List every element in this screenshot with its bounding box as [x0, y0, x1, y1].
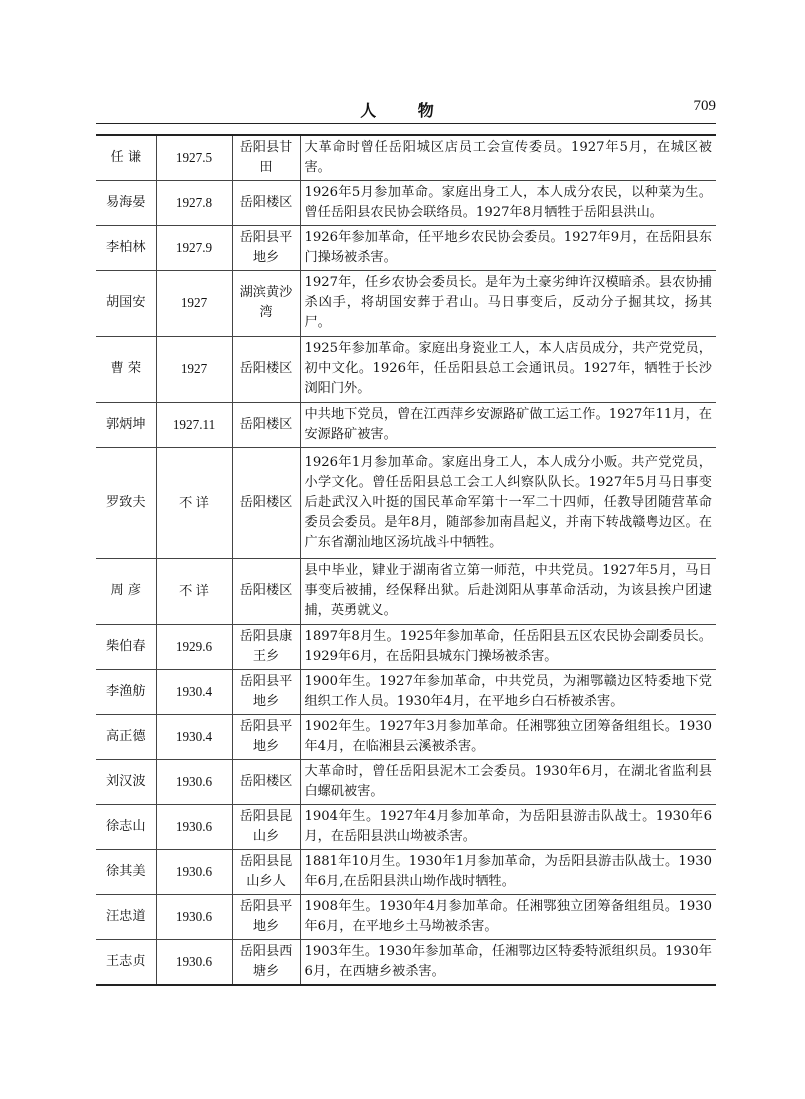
name-cell: 王志贞	[96, 939, 156, 985]
table-row	[96, 669, 716, 714]
table-row	[96, 225, 716, 270]
table-row	[96, 624, 716, 669]
name-cell: 李柏林	[96, 225, 156, 270]
name-cell: 徐其美	[96, 849, 156, 894]
martyr-table	[96, 134, 716, 986]
name-cell: 高正德	[96, 714, 156, 759]
table-row	[96, 759, 716, 804]
table-row	[96, 336, 716, 402]
place-cell: 岳阳县平地乡	[232, 714, 300, 759]
table-row	[96, 180, 716, 225]
name-cell: 李渔舫	[96, 669, 156, 714]
place-cell: 岳阳县西塘乡	[232, 939, 300, 985]
description-cell: 1897年8月生。1925年参加革命，任岳阳县五区农民协会副委员长。1929年6月，在岳阳县城东门操场被杀害。	[300, 624, 716, 669]
name-cell: 汪忠道	[96, 894, 156, 939]
date-cell: 1927.5	[156, 135, 232, 180]
description-cell: 1926年参加革命，任平地乡农民协会委员。1927年9月，在岳阳县东门操场被杀害。	[300, 225, 716, 270]
name-cell: 周 彦	[96, 558, 156, 624]
description-cell: 1927年，任乡农协会委员长。是年为土豪劣绅许汉模暗杀。县农协捕杀凶手，将胡国安葬于君山。马日事变后，反动分子掘其坟，扬其尸。	[300, 270, 716, 336]
name-cell: 曹 荣	[96, 336, 156, 402]
table-row	[96, 270, 716, 336]
date-cell: 1927	[156, 270, 232, 336]
description-cell: 大革命时曾任岳阳城区店员工会宣传委员。1927年5月，在城区被害。	[300, 135, 716, 180]
date-cell: 1930.6	[156, 759, 232, 804]
place-cell: 岳阳县平地乡	[232, 669, 300, 714]
place-cell: 岳阳县昆山乡人	[232, 849, 300, 894]
header-rule	[96, 123, 716, 124]
date-cell: 1927.9	[156, 225, 232, 270]
section-title: 人 物	[360, 101, 452, 120]
table-row	[96, 939, 716, 985]
place-cell: 岳阳楼区	[232, 759, 300, 804]
place-cell: 岳阳楼区	[232, 402, 300, 447]
name-cell: 罗致夫	[96, 447, 156, 558]
table-row	[96, 447, 716, 558]
name-cell: 刘汉波	[96, 759, 156, 804]
place-cell: 岳阳县甘田	[232, 135, 300, 180]
name-cell: 易海晏	[96, 180, 156, 225]
place-cell: 岳阳楼区	[232, 336, 300, 402]
date-cell: 不 详	[156, 447, 232, 558]
description-cell: 1881年10月生。1930年1月参加革命，为岳阳县游击队战士。1930年6月,在岳阳县洪山坳作战时牺牲。	[300, 849, 716, 894]
date-cell: 1930.6	[156, 804, 232, 849]
date-cell: 1927	[156, 336, 232, 402]
description-cell: 1903年生。1930年参加革命，任湘鄂边区特委特派组织员。1930年6月，在西塘乡被杀害。	[300, 939, 716, 985]
date-cell: 1930.4	[156, 669, 232, 714]
date-cell: 1929.6	[156, 624, 232, 669]
table-row	[96, 849, 716, 894]
name-cell: 郭炳坤	[96, 402, 156, 447]
table-row	[96, 135, 716, 180]
page-header	[96, 96, 716, 122]
date-cell: 1930.6	[156, 849, 232, 894]
description-cell: 中共地下党员，曾在江西萍乡安源路矿做工运工作。1927年11月，在安源路矿被害。	[300, 402, 716, 447]
description-cell: 1904年生。1927年4月参加革命，为岳阳县游击队战士。1930年6月，在岳阳县洪山坳被杀害。	[300, 804, 716, 849]
place-cell: 岳阳县平地乡	[232, 225, 300, 270]
description-cell: 县中毕业，肄业于湖南省立第一师范，中共党员。1927年5月，马日事变后被捕，经保释出狱。后赴浏阳从事革命活动，为该县挨户团逮捕，英勇就义。	[300, 558, 716, 624]
name-cell: 胡国安	[96, 270, 156, 336]
name-cell: 任 谦	[96, 135, 156, 180]
table-row	[96, 714, 716, 759]
date-cell: 不 详	[156, 558, 232, 624]
date-cell: 1930.6	[156, 939, 232, 985]
description-cell: 大革命时，曾任岳阳县泥木工会委员。1930年6月，在湖北省监利县白螺矶被害。	[300, 759, 716, 804]
table-row	[96, 804, 716, 849]
date-cell: 1930.6	[156, 894, 232, 939]
place-cell: 岳阳县昆山乡	[232, 804, 300, 849]
table-row	[96, 894, 716, 939]
table-row	[96, 402, 716, 447]
place-cell: 岳阳楼区	[232, 180, 300, 225]
description-cell: 1902年生。1927年3月参加革命。任湘鄂独立团筹备组组长。1930年4月，在临湘县云溪被杀害。	[300, 714, 716, 759]
place-cell: 湖滨黄沙湾	[232, 270, 300, 336]
name-cell: 柴伯春	[96, 624, 156, 669]
place-cell: 岳阳县康王乡	[232, 624, 300, 669]
place-cell: 岳阳县平地乡	[232, 894, 300, 939]
date-cell: 1930.4	[156, 714, 232, 759]
table-row	[96, 558, 716, 624]
description-cell: 1908年生。1930年4月参加革命。任湘鄂独立团筹备组组员。1930年6月，在平地乡土马坳被杀害。	[300, 894, 716, 939]
name-cell: 徐志山	[96, 804, 156, 849]
description-cell: 1925年参加革命。家庭出身瓷业工人，本人店员成分，共产党党员，初中文化。1926年，任岳阳县总工会通讯员。1927年，牺牲于长沙浏阳门外。	[300, 336, 716, 402]
date-cell: 1927.8	[156, 180, 232, 225]
date-cell: 1927.11	[156, 402, 232, 447]
description-cell: 1926年5月参加革命。家庭出身工人，本人成分农民，以种菜为生。曾任岳阳县农民协会联络员。1927年8月牺牲于岳阳县洪山。	[300, 180, 716, 225]
description-cell: 1900年生。1927年参加革命，中共党员，为湘鄂赣边区特委地下党组织工作人员。1930年4月，在平地乡白石桥被杀害。	[300, 669, 716, 714]
place-cell: 岳阳楼区	[232, 447, 300, 558]
page-number: 709	[693, 98, 716, 114]
description-cell: 1926年1月参加革命。家庭出身工人，本人成分小贩。共产党党员，小学文化。曾任岳阳县总工会工人纠察队队长。1927年5月马日事变后赴武汉入叶挺的国民革命军第十一军二十四师，任教导团随营革命委员会委员。是年8月，随部参加南昌起义，并南下转战赣粤边区。在广东省潮汕地区汤坑战斗中牺牲。	[300, 447, 716, 558]
place-cell: 岳阳楼区	[232, 558, 300, 624]
